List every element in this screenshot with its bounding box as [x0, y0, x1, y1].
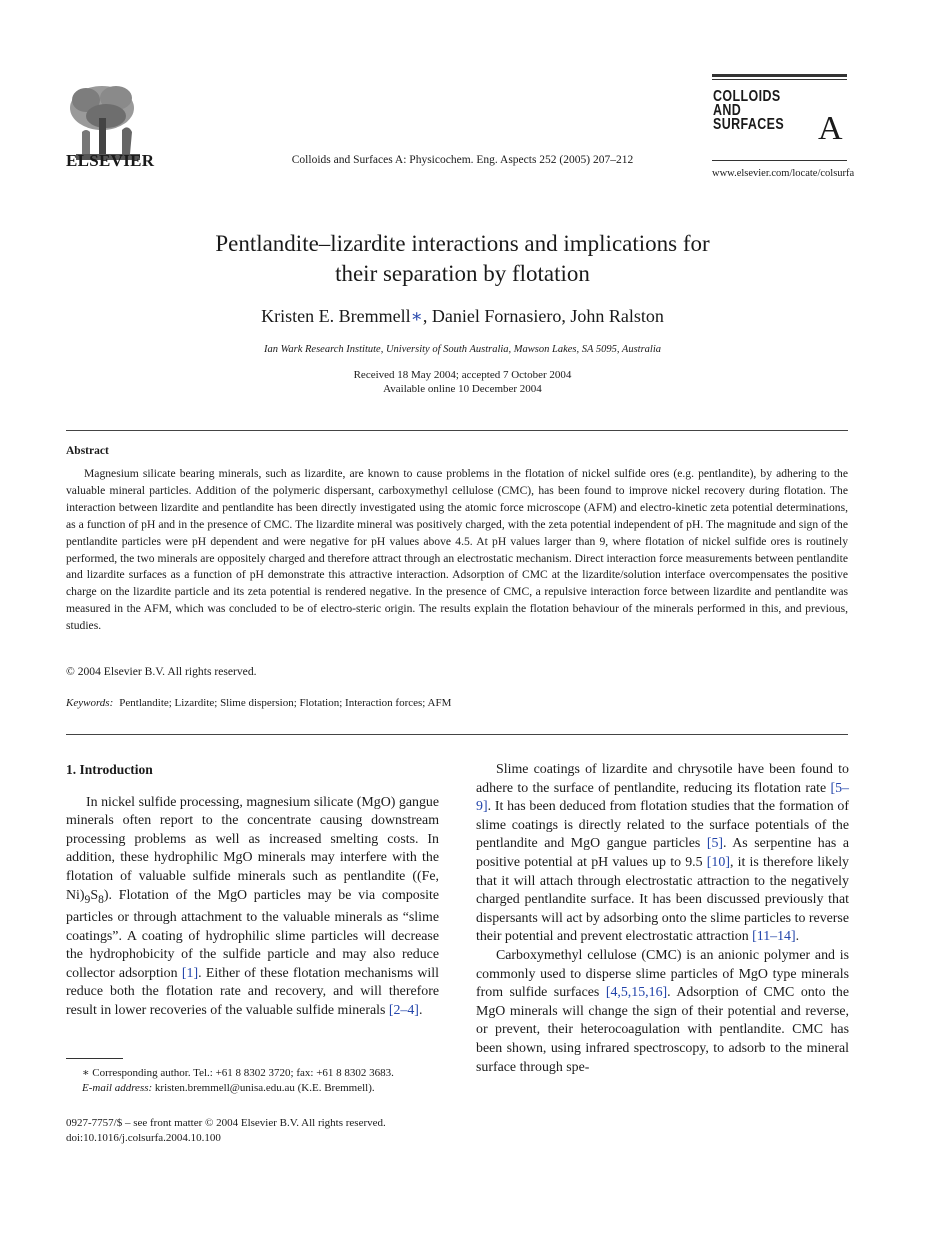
corresponding-author-link[interactable]: ∗ — [410, 306, 423, 326]
citation-link[interactable]: [2–4] — [388, 1002, 419, 1018]
journal-rule-top-thin — [712, 79, 847, 80]
author-name: Kristen E. Bremmell — [261, 306, 411, 326]
text: . — [795, 929, 800, 945]
keywords-list: Pentlandite; Lizardite; Slime dispersion; Flotation; Interaction forces; AFM — [119, 697, 452, 709]
citation-link[interactable]: [11–14] — [752, 929, 796, 945]
abstract-text: Magnesium silicate bearing minerals, such as lizardite, are known to cause problems in the flotation of nickel sulfide ores (e.g. pentlandite), by adhering to the valuable mineral particles. Addition of the polymeric dispersant, carboxymethyl cellulose (CMC), has been found to improve nickel recovery during flotation. The interaction between lizardite and pentlandite has been directly investigated using the atomic force microscope (AFM) and electro-kinetic zeta potential determinations, as a function of pH and in the presence of CMC. The lizardite mineral was positively charged, with the zeta potential independent of pH. The magnitude and sign of the pentlandite particles were pH dependent and were negative for pH values above 4.5. At pH values larger than 9, where flotation of nickel sulfide ores is routinely performed, the two minerals are oppositely charged and therefore attract through an electrostatic mechanism. Direct interaction force measurements between pentlandite and lizardite surfaces as a function of pH demonstrate this attractive interaction. Adsorption of CMC at the lizardite/solution interface overcompensates the positive charge on the lizardite particle and its zeta potential is rendered negative. In the presence of CMC, a repulsive interaction force between lizardite and pentlandite was measured in the AFM, which was concluded to be of electro-steric origin. The results explain the flotation behaviour of the minerals performed in this, and previous, studies. — [66, 467, 848, 633]
footnote — [66, 1066, 439, 1096]
journal-title-line: SURFACES — [713, 116, 785, 133]
footnote-mark: ∗ — [82, 1067, 90, 1079]
text: S — [90, 887, 99, 903]
journal-title-line: COLLOIDS — [713, 88, 781, 105]
text: . It has been deduced from flotation studies that the formation of slime coatings is directly related to the surface potentials of the pentlandite and MgO gangue particles — [476, 799, 849, 852]
affiliation: Ian Wark Research Institute, University of South Australia, Mawson Lakes, SA 5095, Australia — [263, 344, 662, 355]
divider — [66, 430, 848, 431]
abstract-copyright: © 2004 Elsevier B.V. All rights reserved. — [66, 665, 257, 678]
paragraph — [476, 761, 849, 947]
citation-link[interactable]: [10] — [706, 854, 730, 870]
left-column — [66, 761, 439, 1021]
text: Carboxymethyl cellulose (CMC) is an anionic polymer and is commonly used to disperse slime particles of MgO type minerals from sulfide surfaces — [476, 947, 849, 1001]
front-matter — [66, 1116, 386, 1146]
text: ). Flotation of the MgO particles may be via composite particles or through attachment to the valuable minerals as “slime coatings”. A coating of hydrophilic slime particles will decrease the hydrophobicity of the sulfide particle and may also reduce collector adsorption — [66, 887, 439, 981]
journal-title — [713, 90, 784, 132]
article-dates — [0, 368, 925, 396]
issn-line: 0927-7757/$ – see front matter © 2004 Elsevier B.V. All rights reserved. — [66, 1117, 386, 1129]
title-line: Pentlandite–lizardite interactions and implications for — [215, 231, 710, 256]
text: . — [418, 1002, 423, 1018]
keywords-label: Keywords: — [66, 697, 114, 709]
text: . As serpentine has a positive potential at pH values up to 9.5 — [476, 836, 849, 870]
right-column — [476, 761, 849, 1077]
received-date: Received 18 May 2004; accepted 7 October 2004 — [353, 369, 572, 381]
journal-title-line: AND — [713, 102, 742, 119]
journal-rule-top — [712, 74, 847, 77]
citation-link[interactable]: [1] — [181, 965, 199, 981]
title-line: their separation by flotation — [335, 261, 590, 286]
article-title — [0, 229, 925, 289]
paragraph — [476, 947, 849, 1077]
citation-link[interactable]: [4,5,15,16] — [605, 985, 668, 1001]
journal-url-link[interactable]: www.elsevier.com/locate/colsurfa — [712, 168, 855, 179]
text: . Either of these flotation mechanisms will reduce both the flotation rate and recovery, and will therefore result in lower recoveries of the valuable sulfide minerals — [66, 965, 439, 1018]
email-label: E-mail address: — [82, 1082, 153, 1094]
publisher-name: ELSEVIER — [66, 151, 155, 170]
footnote-rule — [66, 1058, 123, 1059]
subscript: 9 — [84, 892, 91, 906]
text: In nickel sulfide processing, magnesium silicate (MgO) gangue minerals often report to the concentrate causing downstream processing problems as well as increased smelting costs. In addition, these hydrophilic MgO minerals may interfere with the flotation of valuable sulfide minerals such as pentlandite ((Fe, Ni) — [66, 794, 439, 903]
author-list — [0, 306, 925, 327]
doi-link[interactable]: doi:10.1016/j.colsurfa.2004.10.100 — [66, 1132, 221, 1144]
divider — [66, 734, 848, 735]
journal-citation: Colloids and Surfaces A: Physicochem. Eng. Aspects 252 (2005) 207–212 — [291, 154, 634, 166]
available-date: Available online 10 December 2004 — [383, 383, 542, 395]
corresponding-author-note: Corresponding author. Tel.: +61 8 8302 3720; fax: +61 8 8302 3683. — [92, 1067, 394, 1079]
text: Slime coatings of lizardite and chrysotile have been found to adhere to the surface of pentlandite, reducing its flotation rate — [476, 762, 849, 796]
author-names-rest: , Daniel Fornasiero, John Ralston — [422, 306, 664, 326]
paragraph — [66, 794, 439, 1021]
citation-link[interactable]: [5] — [706, 836, 724, 852]
abstract-heading: Abstract — [66, 445, 109, 457]
keywords — [66, 697, 451, 709]
text: . Adsorption of CMC onto the MgO minerals will change the sign of their potential and reverse, or prevent, their heterocoagulation with pentlandite. CMC has been shown, using infrared spectroscopy, to adsorb to the mineral surface through spe- — [476, 985, 849, 1075]
section-heading-introduction: 1. Introduction — [66, 762, 153, 777]
journal-section-letter: A — [818, 110, 843, 147]
citation-link[interactable]: [5–9] — [476, 780, 849, 815]
text: , it is therefore likely that it will attach through electrostatic attraction to the negatively charged pentlandite surface. It has been discussed previously that dispersants will act by adsorbing onto the slime particles to reverse their potential and prevent electrostatic attraction — [476, 854, 849, 945]
journal-rule-bottom — [712, 160, 847, 161]
subscript: 8 — [98, 892, 104, 906]
email-link[interactable]: kristen.bremmell@unisa.edu.au (K.E. Bremmell). — [154, 1082, 375, 1094]
